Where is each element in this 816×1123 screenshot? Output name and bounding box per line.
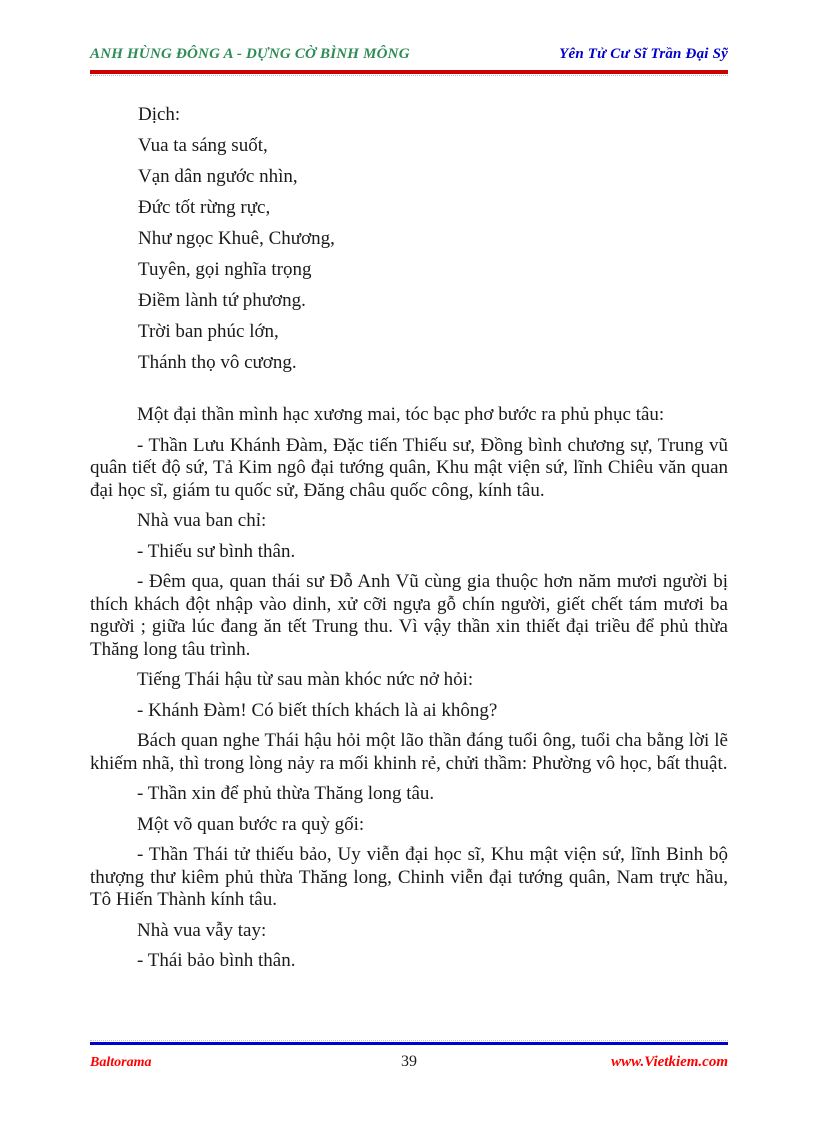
poem-line: Dịch: [138, 104, 181, 125]
poem-line: Điềm lành tứ phương. [138, 290, 306, 311]
footer-website: www.Vietkiem.com [611, 1054, 729, 1070]
body-paragraphs [90, 404, 728, 973]
paragraph: Bách quan nghe Thái hậu hỏi một lão thần đáng tuổi ông, tuổi cha bằng lời lẽ khiếm nhã, thì trong lòng nảy ra mối khinh rẻ, chửi thầm: Phường vô học, bất thuật. [90, 730, 728, 774]
paragraph: - Thần Lưu Khánh Đàm, Đặc tiến Thiếu sư, Đồng bình chương sự, Trung vũ quân tiết độ sứ, Tả Kim ngô đại tướng quân, Khu mật viện sứ, lĩnh Chiêu văn quan đại học sĩ, giám tu quốc sử, Đăng châu quốc công, kính tâu. [90, 434, 728, 501]
header-author: Yên Tử Cư Sĩ Trần Đại Sỹ [559, 46, 728, 62]
page-footer [90, 1040, 728, 1071]
poem-line: Đức tốt rừng rực, [138, 197, 271, 218]
header-rule-scan-artifact [90, 75, 728, 76]
paragraph: - Thần Thái tử thiếu bảo, Uy viễn đại học sĩ, Khu mật viện sứ, lĩnh Binh bộ thượng thư kiêm phủ thừa Thăng long, Chinh viễn đại tướng quân, Nam trực hầu, Tô Hiến Thành kính tâu. [90, 844, 728, 910]
poem-line: Vạn dân ngước nhìn, [138, 166, 298, 187]
page-number: 39 [401, 1053, 417, 1070]
page-header [90, 46, 728, 76]
footer-rule [90, 1042, 728, 1045]
header-book-title: ANH HÙNG ĐÔNG A - DỰNG CỜ BÌNH MÔNG [90, 46, 410, 62]
paragraph: - Thiếu sư bình thân. [137, 540, 296, 562]
poem-line: Như ngọc Khuê, Chương, [138, 228, 335, 249]
paragraph: - Đêm qua, quan thái sư Đỗ Anh Vũ cùng gia thuộc hơn năm mươi người bị thích khách đột nhập vào dinh, xử cỡi ngựa gỗ chín người, giết chết tám mươi ba người ; giữa lúc đang ăn tết Trung thu. Vì vậy thần xin thiết đại triều để phủ thừa Thăng long tâu trình. [90, 571, 728, 660]
paragraph: Nhà vua ban chỉ: [137, 510, 267, 531]
paragraph: Một đại thần mình hạc xương mai, tóc bạc phơ bước ra phủ phục tâu: [137, 404, 665, 425]
paragraph: Một võ quan bước ra quỳ gối: [137, 813, 365, 835]
paragraph: - Thần xin để phủ thừa Thăng long tâu. [137, 783, 435, 804]
page-body [90, 104, 728, 973]
paragraph: - Khánh Đàm! Có biết thích khách là ai không? [137, 699, 498, 721]
poem-line: Tuyên, gọi nghĩa trọng [138, 259, 312, 280]
header-rule [90, 70, 728, 74]
paragraph: - Thái bảo bình thân. [137, 950, 296, 971]
poem-block [90, 104, 728, 374]
paragraph: Nhà vua vẫy tay: [137, 919, 267, 941]
paragraph: Tiếng Thái hậu từ sau màn khóc nức nở hỏi: [137, 669, 474, 690]
poem-line: Thánh thọ vô cương. [138, 352, 297, 373]
footer-left-credit: Baltorama [90, 1055, 152, 1070]
poem-line: Trời ban phúc lớn, [138, 321, 279, 342]
poem-line: Vua ta sáng suốt, [138, 135, 268, 156]
